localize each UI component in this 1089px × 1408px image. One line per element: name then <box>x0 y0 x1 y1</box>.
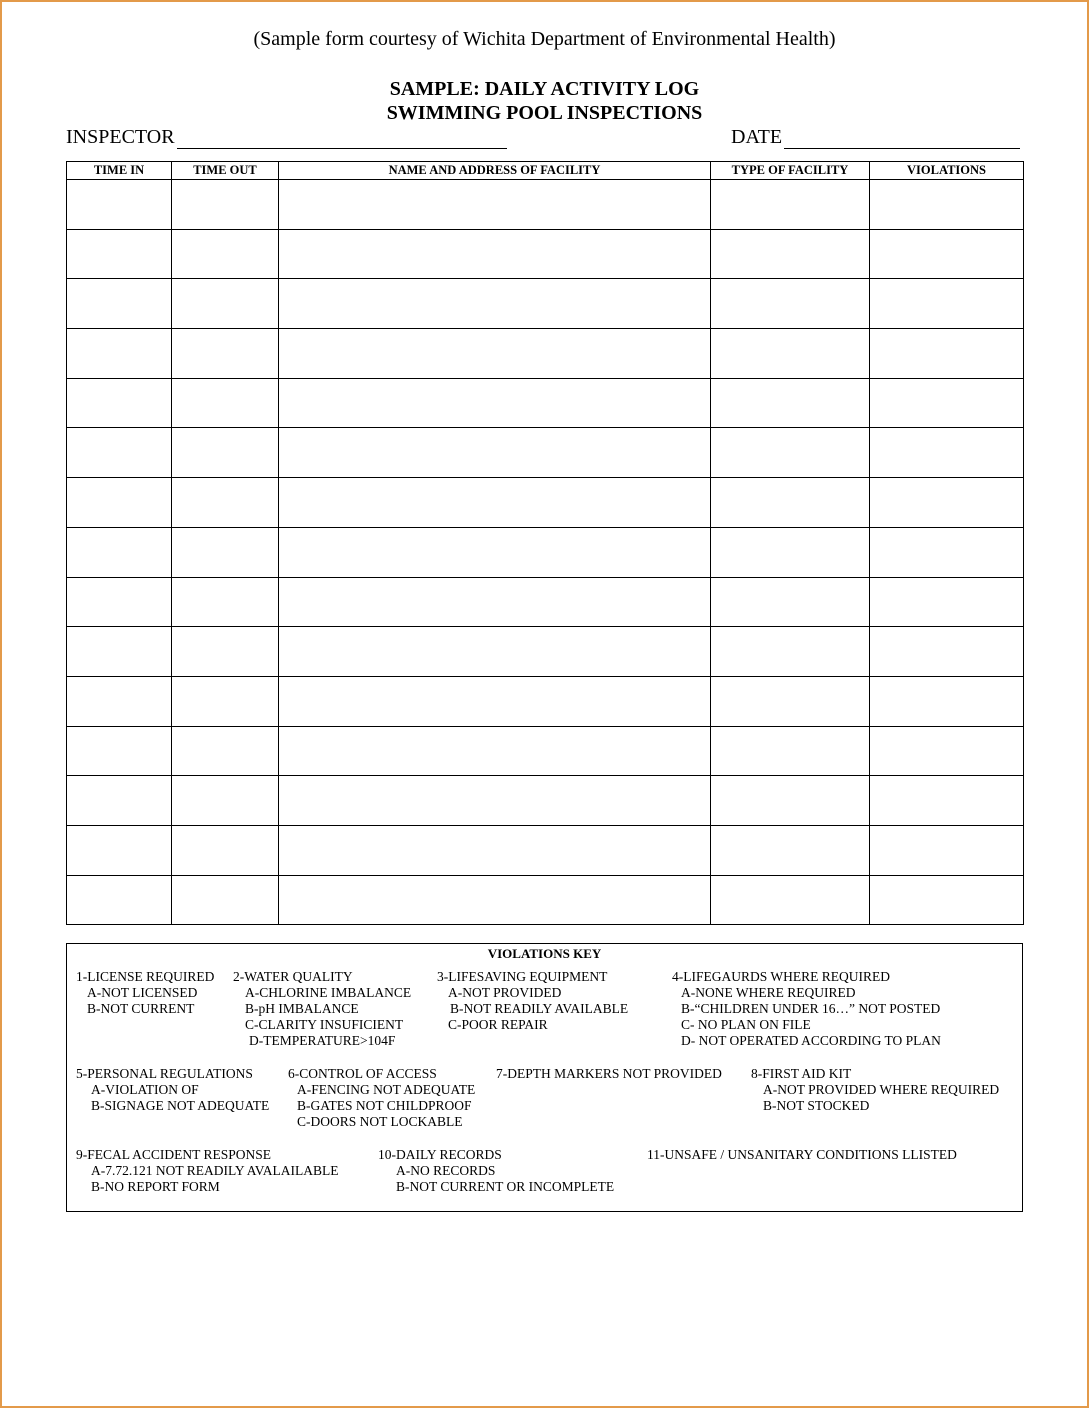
violations-cell[interactable] <box>870 329 1024 379</box>
violations-cell[interactable] <box>870 229 1024 279</box>
table-row <box>67 726 1024 776</box>
violations-cell[interactable] <box>870 478 1024 528</box>
time-in-cell[interactable] <box>67 776 172 826</box>
date-label: DATE <box>731 126 783 148</box>
key-item: A-CHLORINE IMBALANCE <box>245 985 412 1000</box>
facility-type-cell[interactable] <box>711 875 870 925</box>
facility-type-cell[interactable] <box>711 229 870 279</box>
violations-cell[interactable] <box>870 726 1024 776</box>
key-item: 1-LICENSE REQUIRED <box>76 969 215 984</box>
key-item: A-7.72.121 NOT READILY AVALAILABLE <box>91 1163 339 1178</box>
key-item: 9-FECAL ACCIDENT RESPONSE <box>76 1147 272 1162</box>
table-row <box>67 378 1024 428</box>
facility-name-cell[interactable] <box>279 279 711 329</box>
time-in-cell[interactable] <box>67 627 172 677</box>
col-time-out: TIME OUT <box>172 162 279 180</box>
facility-name-cell[interactable] <box>279 676 711 726</box>
table-row <box>67 527 1024 577</box>
time-in-cell[interactable] <box>67 676 172 726</box>
time-out-cell[interactable] <box>172 180 279 230</box>
facility-name-cell[interactable] <box>279 329 711 379</box>
key-item: B-NOT READILY AVAILABLE <box>450 1001 629 1016</box>
table-row <box>67 577 1024 627</box>
key-item: B-NOT STOCKED <box>763 1098 870 1113</box>
col-violations: VIOLATIONS <box>870 162 1024 180</box>
facility-name-cell[interactable] <box>279 378 711 428</box>
facility-type-cell[interactable] <box>711 478 870 528</box>
key-item: 10-DAILY RECORDS <box>378 1147 502 1162</box>
violations-cell[interactable] <box>870 279 1024 329</box>
key-item: 7-DEPTH MARKERS NOT PROVIDED <box>496 1066 722 1081</box>
violations-key-title: VIOLATIONS KEY <box>487 946 602 961</box>
violations-key-box <box>66 943 1023 1212</box>
key-item: D- NOT OPERATED ACCORDING TO PLAN <box>681 1033 941 1048</box>
key-item: 2-WATER QUALITY <box>233 969 353 984</box>
table-row <box>67 478 1024 528</box>
time-out-cell[interactable] <box>172 875 279 925</box>
key-item: A-NOT LICENSED <box>87 985 198 1000</box>
time-in-cell[interactable] <box>67 726 172 776</box>
time-out-cell[interactable] <box>172 825 279 875</box>
time-in-cell[interactable] <box>67 229 172 279</box>
inspector-blank[interactable] <box>177 130 507 149</box>
table-row <box>67 676 1024 726</box>
violations-cell[interactable] <box>870 527 1024 577</box>
key-item: C-CLARITY INSUFICIENT <box>245 1017 404 1032</box>
time-out-cell[interactable] <box>172 329 279 379</box>
time-in-cell[interactable] <box>67 875 172 925</box>
key-item: B-NOT CURRENT <box>87 1001 195 1016</box>
facility-type-cell[interactable] <box>711 627 870 677</box>
table-row <box>67 627 1024 677</box>
time-out-cell[interactable] <box>172 726 279 776</box>
time-out-cell[interactable] <box>172 527 279 577</box>
time-in-cell[interactable] <box>67 825 172 875</box>
key-item: C- NO PLAN ON FILE <box>681 1017 811 1032</box>
facility-name-cell[interactable] <box>279 527 711 577</box>
key-item: A-NOT PROVIDED WHERE REQUIRED <box>763 1082 1000 1097</box>
time-out-cell[interactable] <box>172 478 279 528</box>
key-item: B-SIGNAGE NOT ADEQUATE <box>91 1098 270 1113</box>
col-type-of-facility: TYPE OF FACILITY <box>711 162 870 180</box>
table-row <box>67 229 1024 279</box>
time-in-cell[interactable] <box>67 428 172 478</box>
table-row <box>67 180 1024 230</box>
violations-cell[interactable] <box>870 378 1024 428</box>
facility-type-cell[interactable] <box>711 825 870 875</box>
time-in-cell[interactable] <box>67 279 172 329</box>
key-item: 3-LIFESAVING EQUIPMENT <box>437 969 608 984</box>
key-item: 4-LIFEGAURDS WHERE REQUIRED <box>672 969 890 984</box>
table-row <box>67 776 1024 826</box>
time-in-cell[interactable] <box>67 180 172 230</box>
col-time-in: TIME IN <box>67 162 172 180</box>
key-item: 11-UNSAFE / UNSANITARY CONDITIONS LLISTED <box>647 1147 957 1162</box>
key-item: A-NO RECORDS <box>396 1163 496 1178</box>
col-name-address: NAME AND ADDRESS OF FACILITY <box>279 162 711 180</box>
table-row <box>67 825 1024 875</box>
table-row <box>67 428 1024 478</box>
time-out-cell[interactable] <box>172 776 279 826</box>
key-item: A-NOT PROVIDED <box>448 985 562 1000</box>
inspector-field[interactable] <box>66 126 507 149</box>
facility-name-cell[interactable] <box>279 825 711 875</box>
time-out-cell[interactable] <box>172 279 279 329</box>
violations-cell[interactable] <box>870 428 1024 478</box>
time-in-cell[interactable] <box>67 577 172 627</box>
facility-type-cell[interactable] <box>711 577 870 627</box>
date-field[interactable] <box>731 126 1020 149</box>
facility-type-cell[interactable] <box>711 279 870 329</box>
inspector-label: INSPECTOR <box>66 126 175 148</box>
key-item: B-NO REPORT FORM <box>91 1179 220 1194</box>
time-out-cell[interactable] <box>172 229 279 279</box>
table-row <box>67 329 1024 379</box>
violations-cell[interactable] <box>870 676 1024 726</box>
facility-type-cell[interactable] <box>711 676 870 726</box>
time-out-cell[interactable] <box>172 378 279 428</box>
facility-type-cell[interactable] <box>711 726 870 776</box>
violations-cell[interactable] <box>870 825 1024 875</box>
key-item: B-pH IMBALANCE <box>245 1001 359 1016</box>
facility-type-cell[interactable] <box>711 776 870 826</box>
key-item: 6-CONTROL OF ACCESS <box>288 1066 437 1081</box>
facility-name-cell[interactable] <box>279 726 711 776</box>
violations-cell[interactable] <box>870 776 1024 826</box>
time-out-cell[interactable] <box>172 627 279 677</box>
form-subtitle: SWIMMING POOL INSPECTIONS <box>386 102 703 124</box>
key-item: B-GATES NOT CHILDPROOF <box>297 1098 472 1113</box>
facility-name-cell[interactable] <box>279 428 711 478</box>
facility-name-cell[interactable] <box>279 627 711 677</box>
time-out-cell[interactable] <box>172 428 279 478</box>
key-item: C-POOR REPAIR <box>448 1017 548 1032</box>
facility-name-cell[interactable] <box>279 478 711 528</box>
facility-name-cell[interactable] <box>279 577 711 627</box>
facility-type-cell[interactable] <box>711 428 870 478</box>
time-in-cell[interactable] <box>67 527 172 577</box>
time-in-cell[interactable] <box>67 329 172 379</box>
form-title: SAMPLE: DAILY ACTIVITY LOG <box>389 78 700 100</box>
time-out-cell[interactable] <box>172 676 279 726</box>
facility-name-cell[interactable] <box>279 875 711 925</box>
key-item: A-FENCING NOT ADEQUATE <box>297 1082 476 1097</box>
date-blank[interactable] <box>784 130 1020 149</box>
violations-cell[interactable] <box>870 577 1024 627</box>
facility-type-cell[interactable] <box>711 180 870 230</box>
violations-cell[interactable] <box>870 627 1024 677</box>
key-item: C-DOORS NOT LOCKABLE <box>297 1114 463 1129</box>
key-item: A-NONE WHERE REQUIRED <box>681 985 856 1000</box>
time-in-cell[interactable] <box>67 378 172 428</box>
facility-type-cell[interactable] <box>711 527 870 577</box>
table-header-row <box>67 162 1024 180</box>
key-item: B-NOT CURRENT OR INCOMPLETE <box>396 1179 615 1194</box>
key-item: 8-FIRST AID KIT <box>751 1066 852 1081</box>
courtesy-note: (Sample form courtesy of Wichita Department of Environmental Health) <box>253 28 836 50</box>
table-row <box>67 875 1024 925</box>
key-item: B-“CHILDREN UNDER 16…” NOT POSTED <box>681 1001 941 1016</box>
facility-name-cell[interactable] <box>279 776 711 826</box>
facility-name-cell[interactable] <box>279 229 711 279</box>
key-item: A-VIOLATION OF <box>91 1082 199 1097</box>
facility-type-cell[interactable] <box>711 329 870 379</box>
table-row <box>67 279 1024 329</box>
key-item: 5-PERSONAL REGULATIONS <box>76 1066 253 1081</box>
key-item: D-TEMPERATURE>104F <box>249 1033 396 1048</box>
time-out-cell[interactable] <box>172 577 279 627</box>
violations-cell[interactable] <box>870 875 1024 925</box>
facility-type-cell[interactable] <box>711 378 870 428</box>
violations-cell[interactable] <box>870 180 1024 230</box>
facility-name-cell[interactable] <box>279 180 711 230</box>
activity-log-table <box>66 161 1024 925</box>
time-in-cell[interactable] <box>67 478 172 528</box>
